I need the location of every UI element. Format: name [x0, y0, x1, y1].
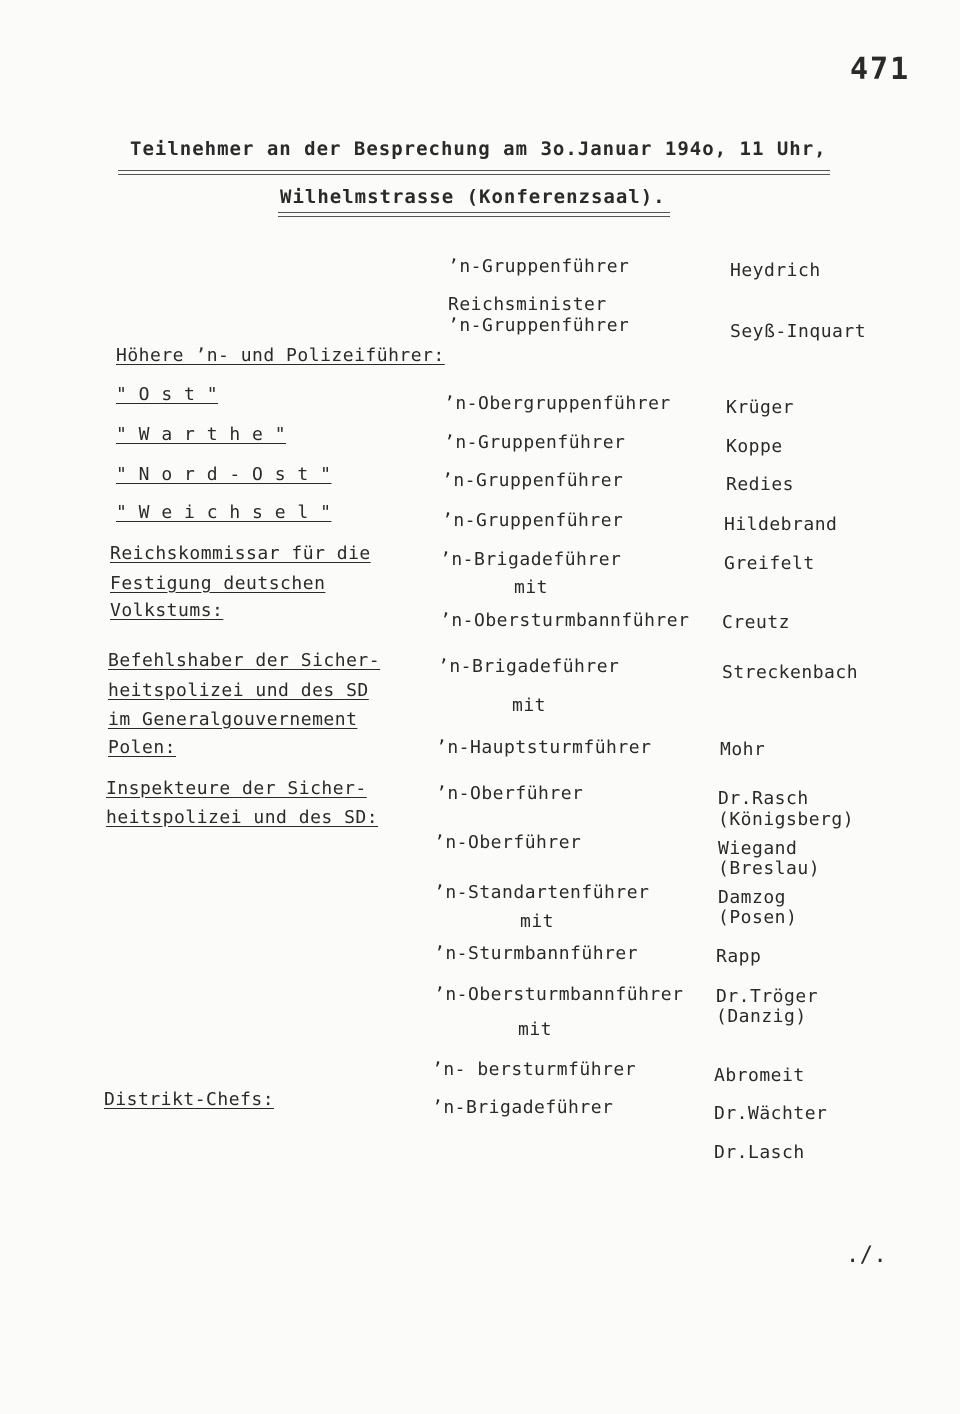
name-troeger: Dr.Tröger	[716, 986, 819, 1007]
heading-rkf-line2: Festigung deutschen	[110, 573, 326, 594]
mit-rkf: mit	[514, 577, 549, 598]
name-krueger: Krüger	[726, 397, 795, 418]
name-streckenbach: Streckenbach	[722, 662, 859, 683]
name-seyss-inquart: Seyß-Inquart	[730, 321, 867, 342]
heading-rkf-line3: Volkstums:	[110, 600, 224, 621]
name-heydrich: Heydrich	[730, 260, 821, 281]
name-koppe: Koppe	[726, 436, 783, 457]
rank-krueger: ʼn-Obergruppenführer	[444, 393, 671, 414]
rank-heydrich: ʼn-Gruppenführer	[448, 256, 630, 277]
name-rapp: Rapp	[716, 946, 762, 967]
title-underline-2	[118, 174, 830, 175]
document-title-line2: Wilhelmstrasse (Konferenzsaal).	[280, 186, 666, 208]
heading-bds-line4: Polen:	[108, 737, 177, 758]
heading-bds-line3: im Generalgouvernement	[108, 709, 358, 730]
heading-rkf-line1: Reichskommissar für die	[110, 543, 371, 564]
rank-hildebrand: ʼn-Gruppenführer	[442, 510, 624, 531]
region-nord-ost: " N o r d - O s t "	[116, 464, 332, 485]
page-number: 471	[850, 52, 911, 87]
name-abromeit: Abromeit	[714, 1065, 805, 1086]
rank-troeger: ʼn-Obersturmbannführer	[434, 984, 684, 1005]
rank-waechter: ʼn-Brigadeführer	[432, 1097, 614, 1118]
name-mohr: Mohr	[720, 739, 766, 760]
region-ost: " O s t "	[116, 384, 219, 405]
rank-abromeit: ʼn- bersturmführer	[432, 1059, 637, 1080]
name-creutz: Creutz	[722, 612, 791, 633]
rank-damzog: ʼn-Standartenführer	[434, 882, 650, 903]
heading-districts: Distrikt-Chefs:	[104, 1089, 275, 1110]
region-weichsel: " W e i c h s e l "	[116, 502, 332, 523]
heading-hssp: Höhere ʼn- und Polizeiführer:	[116, 345, 445, 366]
rank-streckenbach: ʼn-Brigadeführer	[438, 656, 620, 677]
region-warthe: " W a r t h e "	[116, 424, 287, 445]
name-wiegand: Wiegand	[718, 838, 798, 859]
place-danzig: (Danzig)	[716, 1006, 807, 1027]
name-redies: Redies	[726, 474, 795, 495]
rank-rapp: ʼn-Sturmbannführer	[434, 943, 639, 964]
document-title-line1: Teilnehmer an der Besprechung am 3o.Januar 194o, 11 Uhr,	[130, 138, 827, 160]
rank-seyss-line1: Reichsminister	[448, 294, 607, 315]
place-posen: (Posen)	[718, 907, 798, 928]
rank-wiegand: ʼn-Oberführer	[434, 832, 582, 853]
continuation-mark: ./.	[846, 1243, 888, 1268]
name-waechter: Dr.Wächter	[714, 1103, 828, 1124]
place-koenigsberg: (Königsberg)	[718, 809, 855, 830]
mit-posen: mit	[520, 911, 555, 932]
mit-bds: mit	[512, 695, 547, 716]
rank-seyss-line2: ʼn-Gruppenführer	[448, 315, 630, 336]
heading-bds-line1: Befehlshaber der Sicher-	[108, 650, 381, 671]
mit-danzig: mit	[518, 1019, 553, 1040]
subtitle-underline-2	[278, 216, 670, 217]
name-damzog: Damzog	[718, 887, 787, 908]
heading-ids-line2: heitspolizei und des SD:	[106, 807, 379, 828]
rank-rasch: ʼn-Oberführer	[436, 783, 584, 804]
rank-redies: ʼn-Gruppenführer	[442, 470, 624, 491]
name-rasch: Dr.Rasch	[718, 788, 809, 809]
name-lasch: Dr.Lasch	[714, 1142, 805, 1163]
name-greifelt: Greifelt	[724, 553, 815, 574]
rank-greifelt: ʼn-Brigadeführer	[440, 549, 622, 570]
subtitle-underline-1	[278, 212, 670, 213]
title-underline-1	[118, 170, 830, 171]
rank-koppe: ʼn-Gruppenführer	[444, 432, 626, 453]
place-breslau: (Breslau)	[718, 858, 821, 879]
heading-bds-line2: heitspolizei und des SD	[108, 680, 369, 701]
name-hildebrand: Hildebrand	[724, 514, 838, 535]
heading-ids-line1: Inspekteure der Sicher-	[106, 778, 367, 799]
rank-creutz: ʼn-Obersturmbannführer	[440, 610, 690, 631]
rank-mohr: ʼn-Hauptsturmführer	[436, 737, 652, 758]
